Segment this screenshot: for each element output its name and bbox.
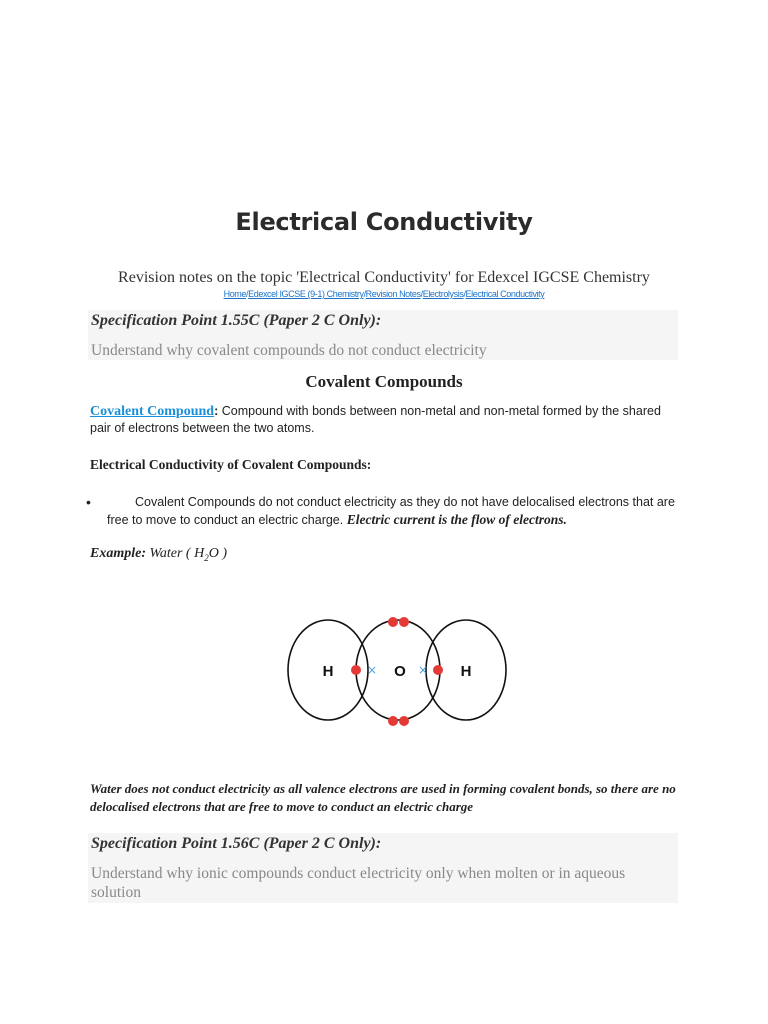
breadcrumb-revision-notes[interactable]: Revision Notes xyxy=(365,289,421,299)
breadcrumb-course[interactable]: Edexcel IGCSE (9-1) Chemistry xyxy=(248,289,364,299)
spec-heading-2: Specification Point 1.56C (Paper 2 C Only): xyxy=(91,835,382,852)
atom-label-h-right: H xyxy=(460,663,472,680)
water-conductivity-note: Water does not conduct electricity as all valence electrons are used in forming covalent bonds, so there are no delocalised electrons that are free to move to conduct an electric charge xyxy=(90,781,676,814)
atom-label-o: O xyxy=(394,663,406,680)
section-heading: Covalent Compounds xyxy=(305,372,463,391)
definition-colon: : xyxy=(214,404,219,418)
bullet-emphasis: Electric current is the flow of electrons. xyxy=(346,512,567,527)
electron-dot xyxy=(388,617,398,627)
water-molecule-diagram xyxy=(284,612,514,730)
atom-label-h-left: H xyxy=(322,663,334,680)
breadcrumb: Home/Edexcel IGCSE (9-1) Chemistry/Revision Notes/Electrolysis/Electrical Conductivity xyxy=(223,289,545,299)
example-text: Water ( H xyxy=(146,546,205,561)
spec-box-2 xyxy=(88,833,678,903)
shared-electron-marker: × xyxy=(417,663,429,677)
spec-text-1: Understand why covalent compounds do not conduct electricity xyxy=(91,342,487,359)
electron-dot xyxy=(388,716,398,726)
electron-dot xyxy=(399,617,409,627)
page-title: Electrical Conductivity xyxy=(235,208,533,236)
example-end: O ) xyxy=(208,546,227,561)
sub-heading: Electrical Conductivity of Covalent Compounds: xyxy=(90,457,372,472)
page-subtitle: Revision notes on the topic 'Electrical Conductivity' for Edexcel IGCSE Chemistry xyxy=(118,269,650,286)
example-subscript: 2 xyxy=(204,552,209,563)
example-label: Example: xyxy=(90,546,146,561)
electron-dot xyxy=(399,716,409,726)
spec-box-1 xyxy=(88,310,678,360)
breadcrumb-current[interactable]: Electrical Conductivity xyxy=(465,289,545,299)
spec-text-2: Understand why ionic compounds conduct electricity only when molten or in aqueous solution xyxy=(91,865,626,901)
definition-text: Compound with bonds between non-metal and non-metal formed by the shared pair of electrons between the two atoms. xyxy=(90,404,661,435)
breadcrumb-home[interactable]: Home xyxy=(223,289,247,299)
shared-electron-marker: × xyxy=(366,663,378,677)
electron-dot xyxy=(433,665,443,675)
bullet-text: Covalent Compounds do not conduct electricity as they do not have delocalised electrons that are free to move to conduct an electric charge. xyxy=(107,495,675,527)
bullet-icon: • xyxy=(86,494,91,510)
example-line xyxy=(90,546,227,563)
electron-dot xyxy=(351,665,361,675)
breadcrumb-electrolysis[interactable]: Electrolysis xyxy=(422,289,464,299)
definition xyxy=(90,403,670,437)
definition-term-link[interactable]: Covalent Compound xyxy=(90,404,215,419)
spec-heading-1: Specification Point 1.55C (Paper 2 C Only): xyxy=(91,312,382,329)
